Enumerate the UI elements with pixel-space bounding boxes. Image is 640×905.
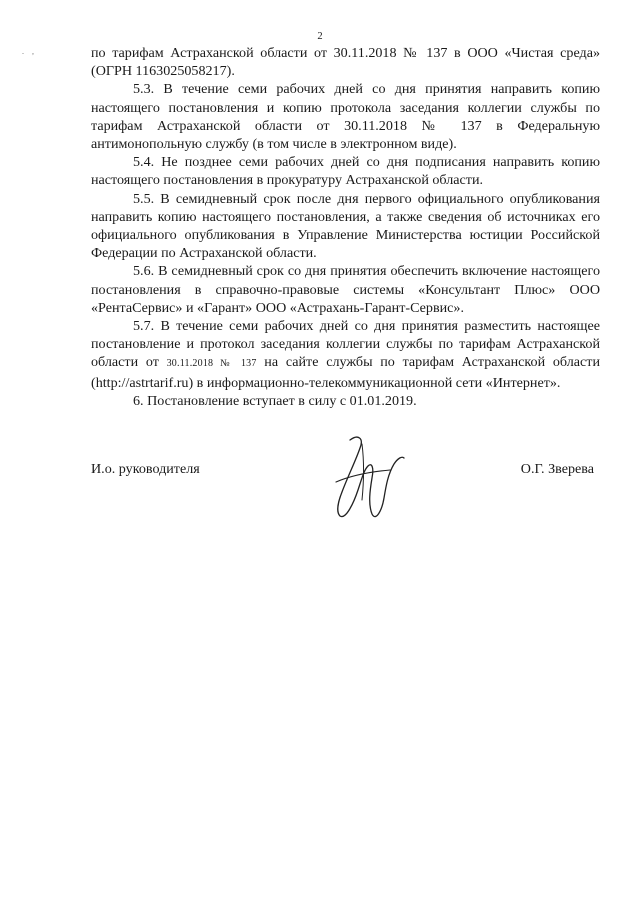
protocol-date-stamp: 30.11.2018 № 137: [166, 358, 257, 370]
paragraph-5-3: 5.3. В течение семи рабочих дней со дня принятия направить копию настоящего постановления и копию протокола заседания коллегии службы по тарифам Астраханской области от 30.11.2018 № 137 в Федеральную антимонопольную службу (в том числе в электронном виде).: [91, 81, 600, 153]
paragraph-continuation: по тарифам Астраханской области от 30.11.2018 № 137 в ООО «Чистая среда» (ОГРН 1163025058217).: [91, 45, 600, 80]
signatory-title: И.о. руководителя: [91, 461, 200, 477]
signature-row: [91, 460, 600, 484]
document-body: [91, 44, 600, 410]
paragraph-5-6: 5.6. В семидневный срок со дня принятия обеспечить включение настоящего постановления в справочно-правовые системы «Консультант Плюс» ООО «РентаСервис» и «Гарант» ООО «Астрахань-Гарант-Сервис».: [91, 263, 600, 316]
page-number: 2: [317, 31, 323, 42]
paragraph-5-5: 5.5. В семидневный срок после дня первого официального опубликования направить копию настоящего постановления, а также сведения об источниках его официального опубликования в Управление Министерства юстиции Российской Федерации по Астраханской области.: [91, 190, 600, 262]
paragraph-5-4: 5.4. Не позднее семи рабочих дней со дня подписания направить копию настоящего постановления в прокуратуру Астраханской области.: [91, 154, 600, 189]
paragraph-5-7: [91, 317, 600, 392]
paragraph-5-7-text-after: на сайте службы по тарифам Астраханской области (http://astrtarif.ru) в информационно-телекоммуникационной сети «Интернет».: [91, 354, 600, 391]
corner-mark: . ,: [22, 47, 37, 56]
paragraph-6: 6. Постановление вступает в силу с 01.01.2019.: [133, 392, 417, 409]
signatory-name: О.Г. Зверева: [520, 461, 594, 477]
paragraph-5-7-text-before: 5.7. В течение семи рабочих дней со дня принятия разместить настоящее постановление и протокол заседания коллегии службы по тарифам Астраханской области от: [91, 318, 600, 371]
